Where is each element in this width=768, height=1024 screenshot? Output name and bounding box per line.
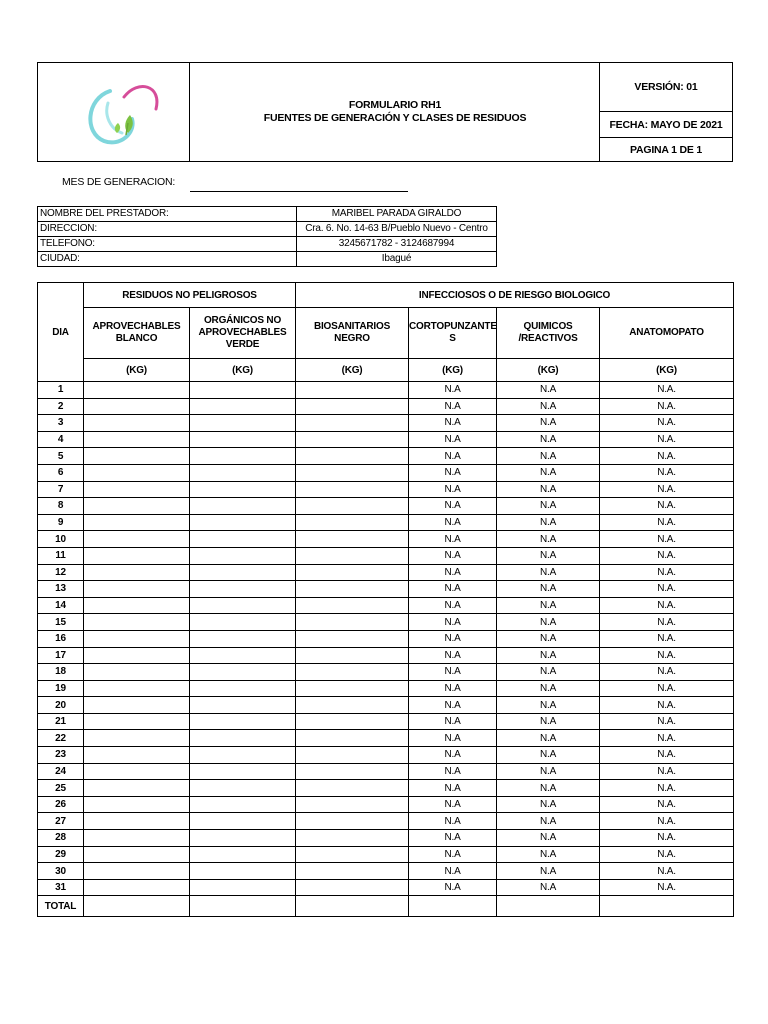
provider-info-row — [38, 237, 497, 252]
waste-cell[interactable] — [190, 713, 296, 730]
waste-cell[interactable] — [296, 813, 409, 830]
waste-cell[interactable]: N.A. — [600, 879, 734, 896]
waste-cell[interactable] — [296, 697, 409, 714]
waste-cell[interactable]: N.A — [497, 630, 600, 647]
total-cell[interactable] — [409, 896, 497, 917]
column-unit: (KG) — [190, 359, 296, 382]
waste-cell[interactable]: N.A. — [600, 664, 734, 681]
waste-cell[interactable]: N.A — [409, 547, 497, 564]
column-unit: (KG) — [84, 359, 190, 382]
table-row — [38, 431, 734, 448]
waste-cell[interactable] — [84, 879, 190, 896]
waste-cell[interactable]: N.A. — [600, 398, 734, 415]
waste-cell[interactable] — [84, 630, 190, 647]
day-number: 2 — [38, 398, 84, 415]
day-number: 20 — [38, 697, 84, 714]
waste-cell[interactable] — [84, 664, 190, 681]
waste-cell[interactable] — [84, 614, 190, 631]
waste-cell[interactable]: N.A — [497, 863, 600, 880]
column-unit: (KG) — [409, 359, 497, 382]
provider-field-value[interactable]: Cra. 6. No. 14-63 B/Pueblo Nuevo - Centro — [297, 222, 497, 237]
day-number: 7 — [38, 481, 84, 498]
provider-field-label: DIRECCION: — [38, 222, 297, 237]
waste-cell[interactable] — [84, 382, 190, 399]
waste-cell[interactable]: N.A. — [600, 415, 734, 432]
table-row — [38, 796, 734, 813]
waste-cell[interactable] — [190, 464, 296, 481]
waste-cell[interactable]: N.A. — [600, 813, 734, 830]
waste-log-table — [37, 282, 734, 917]
column-unit: (KG) — [600, 359, 734, 382]
waste-cell[interactable] — [84, 730, 190, 747]
provider-info-row — [38, 252, 497, 267]
waste-cell[interactable]: N.A — [409, 664, 497, 681]
waste-cell[interactable] — [296, 796, 409, 813]
waste-cell[interactable] — [84, 398, 190, 415]
form-title — [190, 63, 600, 161]
waste-cell[interactable]: N.A — [409, 697, 497, 714]
waste-cell[interactable]: N.A — [409, 498, 497, 515]
waste-cell[interactable] — [84, 514, 190, 531]
waste-cell[interactable] — [296, 863, 409, 880]
waste-cell[interactable]: N.A — [409, 531, 497, 548]
waste-cell[interactable]: N.A — [409, 747, 497, 764]
waste-cell[interactable] — [190, 481, 296, 498]
day-number: 8 — [38, 498, 84, 515]
waste-cell[interactable]: N.A — [497, 431, 600, 448]
waste-cell[interactable]: N.A — [409, 398, 497, 415]
waste-cell[interactable]: N.A. — [600, 481, 734, 498]
waste-cell[interactable]: N.A — [497, 581, 600, 598]
day-number: 26 — [38, 796, 84, 813]
table-row — [38, 830, 734, 847]
day-number: 19 — [38, 680, 84, 697]
waste-cell[interactable] — [296, 547, 409, 564]
table-row — [38, 863, 734, 880]
waste-cell[interactable] — [296, 647, 409, 664]
waste-cell[interactable]: N.A — [497, 830, 600, 847]
waste-cell[interactable]: N.A. — [600, 431, 734, 448]
total-cell[interactable] — [190, 896, 296, 917]
waste-cell[interactable] — [84, 547, 190, 564]
total-cell[interactable] — [296, 896, 409, 917]
waste-cell[interactable]: N.A — [497, 846, 600, 863]
waste-cell[interactable] — [190, 431, 296, 448]
table-row — [38, 564, 734, 581]
table-row — [38, 664, 734, 681]
waste-cell[interactable]: N.A — [409, 415, 497, 432]
waste-cell[interactable] — [84, 713, 190, 730]
waste-cell[interactable] — [190, 647, 296, 664]
waste-cell[interactable] — [190, 547, 296, 564]
waste-cell[interactable] — [84, 415, 190, 432]
waste-cell[interactable] — [84, 581, 190, 598]
table-row — [38, 415, 734, 432]
table-row — [38, 846, 734, 863]
table-row — [38, 382, 734, 399]
waste-cell[interactable]: N.A — [409, 879, 497, 896]
waste-cell[interactable] — [190, 730, 296, 747]
day-number: 14 — [38, 597, 84, 614]
waste-cell[interactable]: N.A. — [600, 846, 734, 863]
waste-cell[interactable]: N.A — [409, 796, 497, 813]
waste-cell[interactable]: N.A. — [600, 514, 734, 531]
day-number: 1 — [38, 382, 84, 399]
waste-cell[interactable] — [84, 780, 190, 797]
waste-cell[interactable]: N.A — [409, 448, 497, 465]
waste-cell[interactable]: N.A — [497, 763, 600, 780]
waste-cell[interactable]: N.A. — [600, 780, 734, 797]
day-number: 10 — [38, 531, 84, 548]
waste-cell[interactable] — [84, 813, 190, 830]
day-number: 24 — [38, 763, 84, 780]
waste-cell[interactable] — [84, 697, 190, 714]
waste-cell[interactable] — [84, 531, 190, 548]
day-number: 17 — [38, 647, 84, 664]
waste-cell[interactable] — [296, 514, 409, 531]
table-row — [38, 697, 734, 714]
waste-cell[interactable]: N.A — [497, 780, 600, 797]
waste-cell[interactable] — [296, 747, 409, 764]
waste-cell[interactable]: N.A — [409, 846, 497, 863]
table-row — [38, 448, 734, 465]
waste-cell[interactable]: N.A — [497, 415, 600, 432]
waste-cell[interactable] — [84, 464, 190, 481]
waste-cell[interactable] — [190, 415, 296, 432]
waste-cell[interactable]: N.A. — [600, 531, 734, 548]
waste-cell[interactable]: N.A — [497, 697, 600, 714]
waste-cell[interactable] — [296, 581, 409, 598]
waste-cell[interactable]: N.A. — [600, 863, 734, 880]
waste-cell[interactable]: N.A — [409, 431, 497, 448]
waste-cell[interactable] — [84, 564, 190, 581]
day-number: 29 — [38, 846, 84, 863]
form-header — [37, 62, 733, 162]
column-unit: (KG) — [497, 359, 600, 382]
column-header: CORTOPUNZANTE S — [409, 308, 497, 359]
day-number: 15 — [38, 614, 84, 631]
waste-cell[interactable] — [190, 830, 296, 847]
waste-cell[interactable] — [84, 498, 190, 515]
waste-cell[interactable] — [296, 498, 409, 515]
waste-cell[interactable]: N.A. — [600, 713, 734, 730]
table-row — [38, 597, 734, 614]
waste-cell[interactable] — [84, 846, 190, 863]
waste-cell[interactable]: N.A. — [600, 830, 734, 847]
table-row — [38, 763, 734, 780]
waste-cell[interactable]: N.A — [497, 647, 600, 664]
waste-cell[interactable]: N.A — [409, 630, 497, 647]
waste-cell[interactable] — [190, 382, 296, 399]
day-number: 31 — [38, 879, 84, 896]
waste-cell[interactable] — [190, 597, 296, 614]
waste-cell[interactable]: N.A — [409, 863, 497, 880]
table-row — [38, 730, 734, 747]
waste-cell[interactable] — [190, 664, 296, 681]
provider-field-value[interactable]: MARIBEL PARADA GIRALDO — [297, 207, 497, 222]
waste-cell[interactable]: N.A — [497, 547, 600, 564]
page-label: PAGINA 1 DE 1 — [629, 143, 703, 156]
waste-cell[interactable] — [296, 481, 409, 498]
waste-cell[interactable]: N.A. — [600, 581, 734, 598]
column-header: QUIMICOS /REACTIVOS — [497, 308, 600, 359]
waste-cell[interactable]: N.A. — [600, 547, 734, 564]
waste-cell[interactable]: N.A — [409, 680, 497, 697]
date-label: FECHA: MAYO DE 2021 — [600, 112, 732, 138]
provider-info-table — [37, 206, 497, 267]
waste-cell[interactable] — [84, 431, 190, 448]
waste-cell[interactable]: N.A — [497, 813, 600, 830]
table-row — [38, 481, 734, 498]
waste-cell[interactable] — [190, 697, 296, 714]
waste-cell[interactable]: N.A — [497, 481, 600, 498]
waste-cell[interactable]: N.A — [409, 713, 497, 730]
waste-cell[interactable] — [296, 730, 409, 747]
waste-cell[interactable] — [190, 780, 296, 797]
waste-cell[interactable] — [296, 564, 409, 581]
waste-cell[interactable] — [296, 664, 409, 681]
day-header: DIA — [38, 283, 84, 382]
day-number: 25 — [38, 780, 84, 797]
waste-cell[interactable]: N.A. — [600, 614, 734, 631]
waste-cell[interactable]: N.A — [409, 481, 497, 498]
waste-cell[interactable] — [296, 830, 409, 847]
waste-cell[interactable]: N.A — [497, 747, 600, 764]
waste-cell[interactable] — [84, 796, 190, 813]
waste-cell[interactable]: N.A. — [600, 796, 734, 813]
waste-cell[interactable]: N.A — [409, 730, 497, 747]
waste-cell[interactable] — [296, 415, 409, 432]
waste-cell[interactable]: N.A — [409, 830, 497, 847]
total-row — [38, 896, 734, 917]
provider-field-value[interactable]: 3245671782 - 3124687994 — [297, 237, 497, 252]
waste-cell[interactable]: N.A — [409, 647, 497, 664]
waste-cell[interactable] — [190, 581, 296, 598]
waste-cell[interactable]: N.A. — [600, 597, 734, 614]
table-row — [38, 780, 734, 797]
group-infectious: INFECCIOSOS O DE RIESGO BIOLOGICO — [296, 283, 734, 308]
form-meta — [599, 63, 732, 161]
waste-cell[interactable] — [190, 796, 296, 813]
waste-cell[interactable] — [296, 531, 409, 548]
waste-cell[interactable]: N.A — [497, 498, 600, 515]
day-number: 13 — [38, 581, 84, 598]
waste-cell[interactable] — [84, 481, 190, 498]
waste-cell[interactable]: N.A — [497, 531, 600, 548]
waste-cell[interactable]: N.A. — [600, 448, 734, 465]
waste-cell[interactable] — [296, 780, 409, 797]
waste-cell[interactable] — [190, 531, 296, 548]
version-label: VERSIÓN: 01 — [600, 63, 732, 112]
day-number: 21 — [38, 713, 84, 730]
waste-cell[interactable]: N.A — [409, 382, 497, 399]
waste-cell[interactable] — [296, 464, 409, 481]
leaf-swirl-logo-icon — [38, 63, 190, 161]
waste-cell[interactable]: N.A — [497, 879, 600, 896]
waste-cell[interactable]: N.A — [409, 614, 497, 631]
waste-cell[interactable]: N.A — [409, 763, 497, 780]
day-number: 9 — [38, 514, 84, 531]
day-number: 4 — [38, 431, 84, 448]
waste-cell[interactable] — [296, 630, 409, 647]
day-number: 6 — [38, 464, 84, 481]
table-row — [38, 514, 734, 531]
day-number: 5 — [38, 448, 84, 465]
waste-cell[interactable] — [84, 597, 190, 614]
waste-cell[interactable]: N.A — [409, 464, 497, 481]
table-row — [38, 680, 734, 697]
waste-cell[interactable]: N.A — [497, 730, 600, 747]
group-non-hazardous: RESIDUOS NO PELIGROSOS — [84, 283, 296, 308]
waste-cell[interactable]: N.A — [409, 597, 497, 614]
provider-field-label: TELEFONO: — [38, 237, 297, 252]
waste-cell[interactable]: N.A — [497, 664, 600, 681]
day-number: 28 — [38, 830, 84, 847]
table-row — [38, 747, 734, 764]
waste-cell[interactable] — [296, 448, 409, 465]
total-label: TOTAL — [38, 896, 84, 917]
table-row — [38, 531, 734, 548]
total-cell[interactable] — [84, 896, 190, 917]
day-number: 16 — [38, 630, 84, 647]
day-number: 12 — [38, 564, 84, 581]
waste-cell[interactable]: N.A — [409, 581, 497, 598]
table-row — [38, 630, 734, 647]
waste-cell[interactable]: N.A. — [600, 647, 734, 664]
day-number: 18 — [38, 664, 84, 681]
waste-cell[interactable]: N.A — [409, 813, 497, 830]
waste-cell[interactable] — [296, 680, 409, 697]
provider-field-value[interactable]: Ibagué — [297, 252, 497, 267]
waste-cell[interactable]: N.A. — [600, 730, 734, 747]
waste-cell[interactable] — [296, 879, 409, 896]
logo-cell — [38, 63, 190, 161]
table-row — [38, 498, 734, 515]
waste-cell[interactable]: N.A. — [600, 630, 734, 647]
waste-cell[interactable]: N.A — [497, 514, 600, 531]
waste-cell[interactable] — [190, 813, 296, 830]
waste-cell[interactable]: N.A. — [600, 464, 734, 481]
form-title-line1: FORMULARIO RH1 — [348, 99, 442, 111]
waste-cell[interactable]: N.A — [497, 448, 600, 465]
waste-cell[interactable]: N.A — [497, 464, 600, 481]
column-unit: (KG) — [296, 359, 409, 382]
waste-cell[interactable]: N.A — [497, 680, 600, 697]
waste-cell[interactable] — [190, 514, 296, 531]
column-header: ORGÁNICOS NO APROVECHABLES VERDE — [190, 308, 296, 359]
waste-cell[interactable]: N.A — [409, 780, 497, 797]
waste-cell[interactable] — [84, 863, 190, 880]
table-row — [38, 879, 734, 896]
waste-cell[interactable] — [84, 647, 190, 664]
waste-cell[interactable]: N.A — [497, 398, 600, 415]
waste-cell[interactable] — [190, 763, 296, 780]
waste-cell[interactable] — [296, 846, 409, 863]
provider-field-label: NOMBRE DEL PRESTADOR: — [38, 207, 297, 222]
waste-cell[interactable] — [84, 763, 190, 780]
waste-cell[interactable] — [190, 630, 296, 647]
day-number: 3 — [38, 415, 84, 432]
waste-cell[interactable] — [296, 763, 409, 780]
table-row — [38, 614, 734, 631]
provider-field-label: CIUDAD: — [38, 252, 297, 267]
waste-cell[interactable] — [190, 498, 296, 515]
waste-cell[interactable]: N.A — [409, 564, 497, 581]
provider-info-row — [38, 207, 497, 222]
waste-cell[interactable]: N.A. — [600, 498, 734, 515]
waste-cell[interactable] — [296, 382, 409, 399]
waste-cell[interactable]: N.A. — [600, 382, 734, 399]
waste-cell[interactable] — [296, 614, 409, 631]
provider-info-row — [38, 222, 497, 237]
waste-cell[interactable] — [84, 448, 190, 465]
total-cell[interactable] — [600, 896, 734, 917]
day-number: 30 — [38, 863, 84, 880]
waste-cell[interactable]: N.A. — [600, 763, 734, 780]
waste-cell[interactable] — [296, 597, 409, 614]
waste-cell[interactable] — [190, 614, 296, 631]
form-title-line2: FUENTES DE GENERACIÓN Y CLASES DE RESIDUOS — [263, 112, 527, 124]
waste-cell[interactable] — [190, 863, 296, 880]
waste-cell[interactable]: N.A — [409, 514, 497, 531]
waste-cell[interactable] — [84, 680, 190, 697]
table-row — [38, 581, 734, 598]
waste-cell[interactable]: N.A — [497, 796, 600, 813]
table-row — [38, 398, 734, 415]
table-row — [38, 713, 734, 730]
table-row — [38, 647, 734, 664]
waste-cell[interactable]: N.A. — [600, 697, 734, 714]
month-label: MES DE GENERACION: — [62, 176, 176, 188]
table-row — [38, 547, 734, 564]
total-cell[interactable] — [497, 896, 600, 917]
day-number: 27 — [38, 813, 84, 830]
column-header: ANATOMOPATO — [600, 308, 734, 359]
waste-cell[interactable]: N.A. — [600, 564, 734, 581]
day-number: 23 — [38, 747, 84, 764]
waste-cell[interactable]: N.A — [497, 564, 600, 581]
waste-cell[interactable]: N.A — [497, 382, 600, 399]
column-header: APROVECHABLES BLANCO — [84, 308, 190, 359]
waste-cell[interactable]: N.A — [497, 614, 600, 631]
waste-cell[interactable] — [190, 680, 296, 697]
column-header: BIOSANITARIOS NEGRO — [296, 308, 409, 359]
table-row — [38, 464, 734, 481]
waste-cell[interactable] — [296, 398, 409, 415]
table-row — [38, 813, 734, 830]
waste-cell[interactable] — [296, 713, 409, 730]
waste-cell[interactable] — [190, 879, 296, 896]
waste-cell[interactable] — [190, 564, 296, 581]
waste-cell[interactable] — [84, 830, 190, 847]
waste-cell[interactable] — [190, 747, 296, 764]
waste-cell[interactable] — [190, 846, 296, 863]
waste-cell[interactable] — [84, 747, 190, 764]
waste-cell[interactable] — [190, 398, 296, 415]
day-number: 11 — [38, 547, 84, 564]
waste-cell[interactable]: N.A — [497, 597, 600, 614]
waste-cell[interactable]: N.A. — [600, 680, 734, 697]
waste-cell[interactable]: N.A. — [600, 747, 734, 764]
waste-cell[interactable]: N.A — [497, 713, 600, 730]
waste-cell[interactable] — [190, 448, 296, 465]
month-input-line[interactable] — [190, 191, 408, 192]
day-number: 22 — [38, 730, 84, 747]
waste-cell[interactable] — [296, 431, 409, 448]
